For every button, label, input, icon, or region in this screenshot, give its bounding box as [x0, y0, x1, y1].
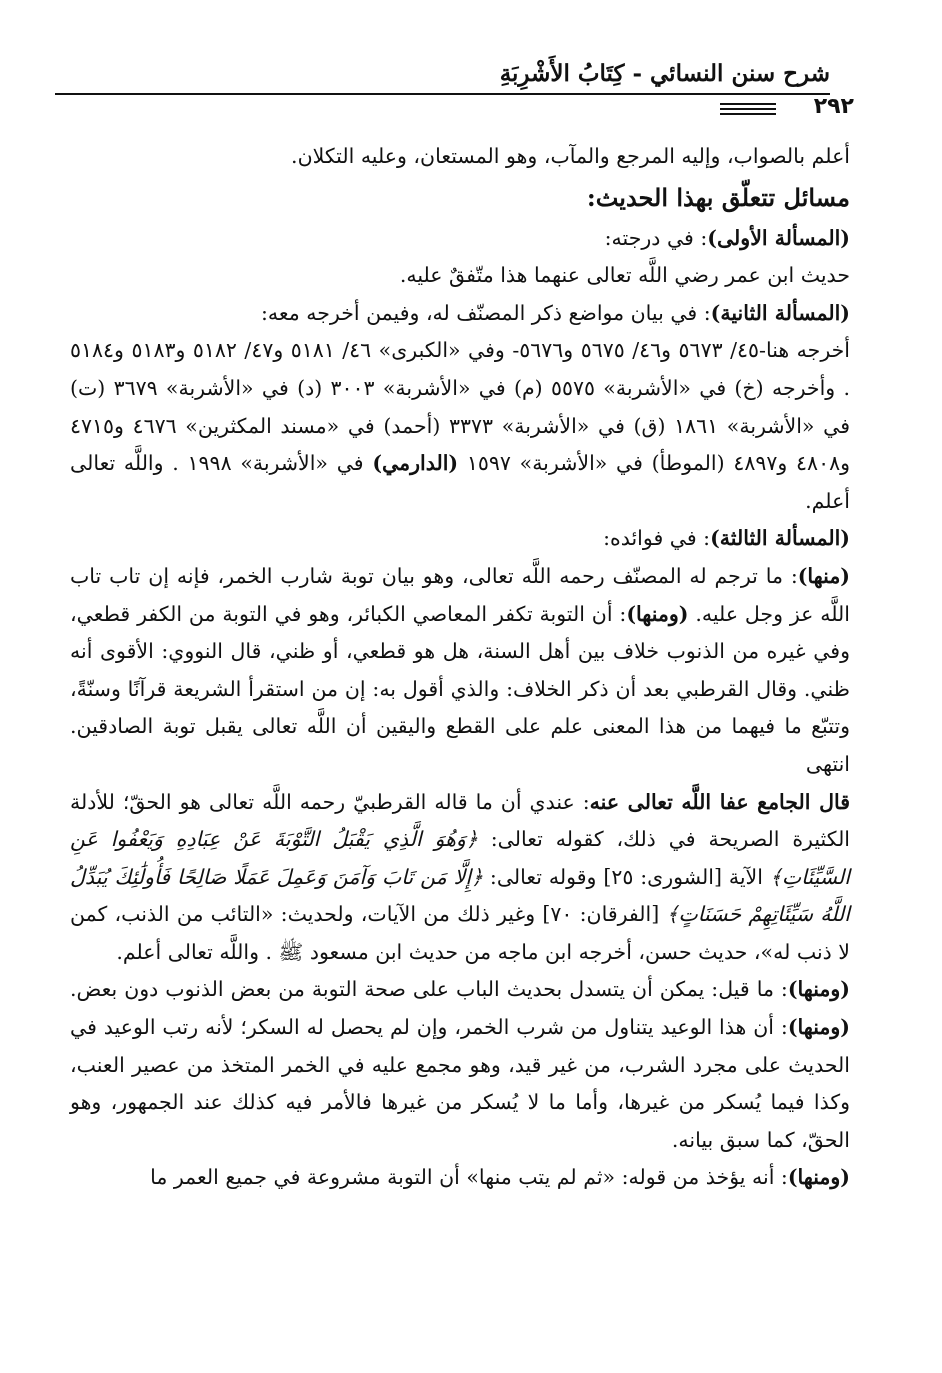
page-number-rule	[720, 94, 776, 124]
issue-two-label: (المسألة الثانية)	[710, 300, 850, 325]
compiler-note	[70, 784, 850, 972]
benefit-3-text: : ما قيل: يمكن أن يتسدل بحديث الباب على صحة التوبة من بعض الذنوب دون بعض.	[70, 977, 788, 1002]
benefits-paragraph-3	[70, 1159, 850, 1197]
benefit-4-text: : أن هذا الوعيد يتناول من شرب الخمر، وإن لم يحصل له السكر؛ لأنه رتب الوعيد في الحديث على مجرد الشرب، من غير قيد، وهو مجمع عليه في الخمر المتخذ من عصير العنب، وكذا فيما يُسكر من غيرها، وأما ما لا يُسكر من غيرها فالأمر فيه كذلك عند الجمهور، وهو الحقّ، كما سبق بيانه.	[70, 1015, 850, 1152]
benefit-1-label: (منها)	[797, 563, 850, 588]
compiler-text-2: الآية [الشورى: ٢٥] وقوله تعالى:	[483, 864, 770, 889]
benefit-2-label: (ومنها)	[626, 601, 689, 626]
page-body	[70, 138, 850, 1363]
page-number-block	[720, 94, 860, 124]
benefit-5-text: : أنه يؤخذ من قوله: «ثم لم يتب منها» أن التوبة مشروعة في جميع العمر ما	[150, 1165, 788, 1190]
issue-three-title	[70, 520, 850, 558]
benefit-1-text: : ما ترجم له المصنّف رحمه اللَّه تعالى، وهو بيان توبة شارب الخمر، فإنه إن تاب تاب اللَّه عز وجل عليه.	[70, 563, 850, 626]
issue-one-body: حديث ابن عمر رضي اللَّه تعالى عنهما هذا متّفقٌ عليه.	[399, 263, 850, 288]
issue-two-title	[70, 295, 850, 333]
page-number: ٢٩٢	[813, 94, 854, 119]
darimi-label: (الدارمي)	[372, 451, 459, 476]
compiler-text-1: : عندي أن ما قاله القرطبيّ رحمه اللَّه تعالى هو الحقّ؛ للأدلة الكثيرة الصريحة في ذلك، كقوله تعالى:	[70, 789, 851, 852]
issue-two-body	[70, 332, 850, 520]
benefit-4-label: (ومنها)	[787, 1015, 850, 1040]
issue-two-text: : في بيان مواضع ذكر المصنّف له، وفيمن أخرجه معه:	[260, 300, 711, 325]
benefits-paragraph-2	[70, 971, 850, 1159]
issue-one-label: (المسألة الأولى)	[707, 225, 850, 250]
header-rule	[55, 93, 830, 95]
closing-paragraph: أعلم بالصواب، وإليه المرجع والمآب، وهو المستعان، وعليه التكلان.	[291, 144, 850, 168]
compiler-text-3: [الفرقان: ٧٠] وغير ذلك من الآيات، ولحديث: «التائب من الذنب، كمن لا ذنب له»، حديث حسن، أخرجه ابن ماجه من حديث ابن مسعود ﷺ . واللَّه تعالى أعلم.	[70, 902, 850, 964]
issue-one-text: : في درجته:	[604, 225, 708, 250]
book-title: شرح سنن النسائي - كِتَابُ الأَشْرِبَةِ	[499, 60, 830, 87]
benefit-2-text: : أن التوبة تكفر المعاصي الكبائر، وهو في التوبة من الكفر قطعي، وفي غيره من الذنوب خلاف بين أهل السنة، هل هو قطعي، أو ظني، قال النووي: الأقوى أنه ظني. وقال القرطبي بعد أن ذكر الخلاف: والذي أقول به: إن من استقرأ الشريعة قرآنًا وسنّةً، وتتبّع ما فيهما من هذا المعنى علم على القطع واليقين أن اللَّه تعالى يقبل توبة الصادقين. انتهى	[70, 601, 850, 776]
issue-three-label: (المسألة الثالثة)	[710, 526, 850, 551]
benefit-5-label: (ومنها)	[787, 1165, 850, 1190]
issue-three-text: : في فوائده:	[603, 526, 711, 551]
quran-verse-1: ﴿وَهُوَ الَّذِي يَقْبَلُ التَّوْبَةَ عَنْ عِبَادِهِ وَيَعْفُوا عَنِ السَّيِّئَاتِ﴾	[70, 827, 851, 889]
benefits-paragraph-1	[70, 558, 850, 784]
quran-verse-2: ﴿إِلَّا مَن تَابَ وَآمَنَ وَعَمِلَ عَمَلًا صَالِحًا فَأُولَٰئِكَ يُبَدِّلُ اللَّهُ سَيِّئَاتِهِمْ حَسَنَاتٍ﴾	[70, 864, 850, 927]
issue-one-title	[70, 220, 850, 258]
benefit-3-label: (ومنها)	[787, 977, 850, 1002]
section-heading: مسائل تتعلّق بهذا الحديث:	[586, 182, 850, 212]
compiler-label: قال الجامع عفا اللَّه تعالى عنه	[589, 789, 851, 814]
references-text: أخرجه هنا-٤٥/ ٥٦٧٣ و٤٦/ ٥٦٧٥ و٥٦٧٦- وفي «الكبرى» ٤٦/ ٥١٨١ و٤٧/ ٥١٨٢ و٥١٨٣ و٥١٨٤ . وأخرجه (خ) في «الأشربة» ٥٥٧٥ (م) في «الأشربة» ٣٠٠٣ (د) في «الأشربة» ٣٦٧٩ (ت) في «الأشربة» ١٨٦١ (ق) في «الأشربة» ٣٣٧٣ (أحمد) في «مسند المكثرين» ٤٦٧٦ و٤٧١٥ و٤٨٠٨ و٤٨٩٧ (الموطأ) في «الأشربة» ١٥٩٧	[70, 338, 851, 476]
darimi-text: في «الأشربة» ١٩٩٨ . واللَّه تعالى أعلم.	[70, 451, 850, 513]
